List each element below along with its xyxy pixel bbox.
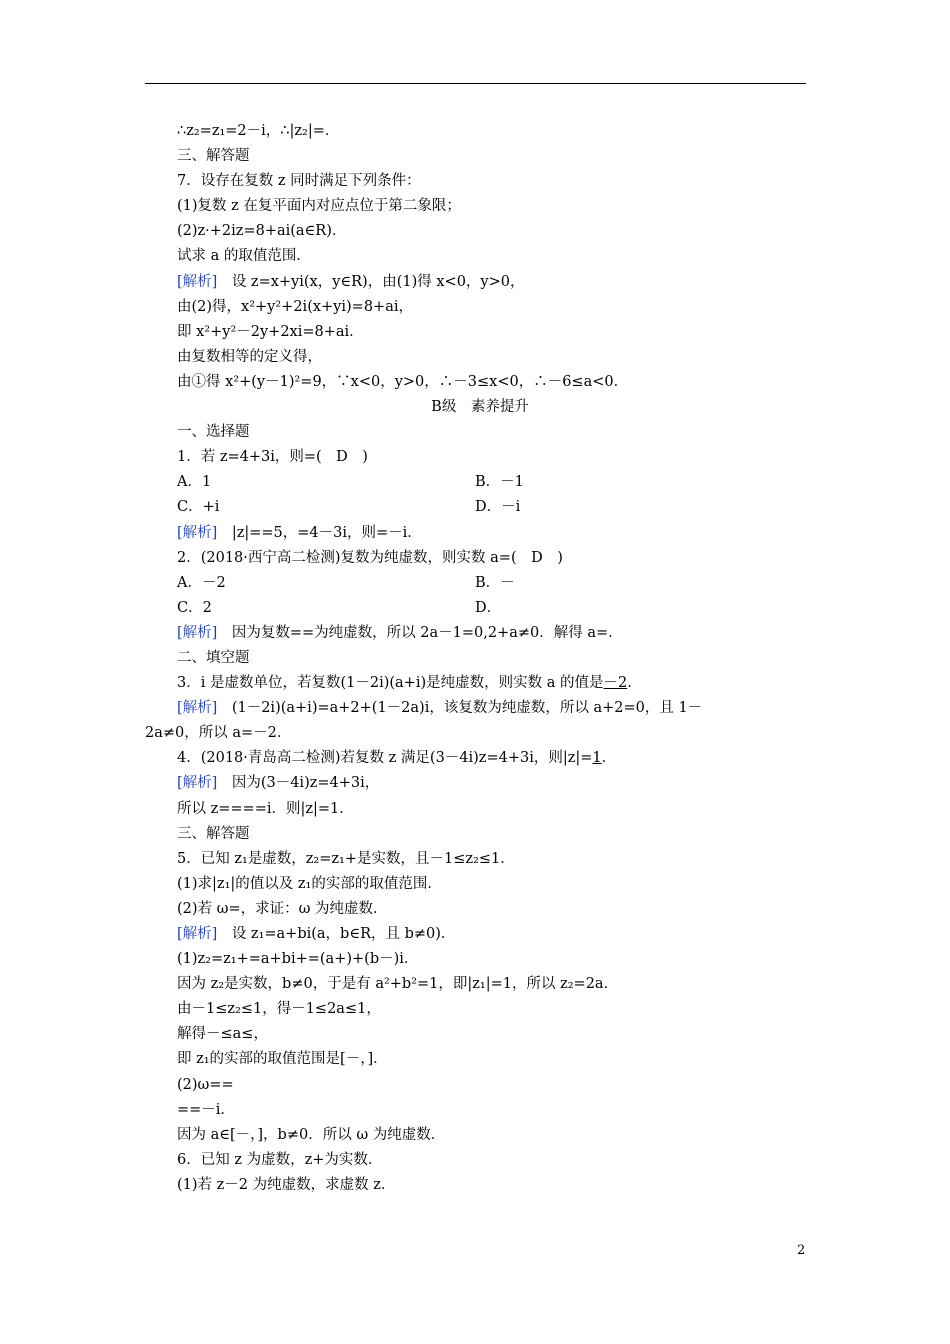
text-line [145,872,815,897]
text-line [145,746,815,771]
analysis-tag: [解析] [177,775,218,792]
line-text: 由复数相等的定义得， [177,348,322,365]
line-text: (2)若 ω=，求证：ω 为纯虚数． [177,900,388,917]
line-text: |z|==5，=4－3i，则=－i． [217,524,422,541]
text-line [145,194,815,219]
line-text: 设 z₁=a+bi(a，b∈R，且 b≠0)． [217,926,456,942]
text-line [145,144,815,169]
line-text: 由－1≤z₂≤1，得－1≤2a≤1， [177,1001,381,1018]
text-line [145,345,815,370]
text-line [145,571,815,596]
text-line [145,947,815,972]
analysis-tag: [解析] [177,926,218,942]
line-text: 因为(3－4i)z=4+3i， [217,775,380,792]
text-line [145,295,815,320]
text-line [145,219,815,244]
line-text: B级 素养提升 [431,399,529,416]
answer-blank: －2 [603,675,628,692]
header-rule [145,83,806,84]
line-text: 1．若 z=4+3i，则=( D ) [177,449,368,466]
line-text: 4．(2018·青岛高二检测)若复数 z 满足(3－4i)z=4+3i，则|z|= [177,750,593,767]
line-text: 设 z=x+yi(x，y∈R)，由(1)得 x<0，y>0， [217,273,525,290]
text-line [145,822,815,847]
text-line [145,596,815,621]
line-text: 因为复数==为纯虚数，所以 2a－1=0,2+a≠0．解得 a=． [217,624,623,641]
text-line [145,972,815,997]
line-text: 因为 z₂是实数，b≠0，于是有 a²+b²=1，即|z₁|=1，所以 z₂=2a． [177,976,619,993]
text-line [145,671,815,696]
line-text: (1－2i)(a+i)=a+2+(1－2a)i，该复数为纯虚数，所以 a+2=0，且 1－ [217,700,703,717]
line-text: 2．(2018·西宁高二检测)复数为纯虚数，则实数 a=( D ) [177,549,563,566]
option-right: B．－1 [475,474,524,491]
line-text: 3．i 是虚数单位，若复数(1－2i)(a+i)是纯虚数，则实数 a 的值是 [177,675,604,692]
text-line [145,244,815,269]
text-line [145,797,815,822]
line-text: 6．已知 z 为虚数，z+为实数． [177,1151,383,1168]
line-text-tail: ． [627,675,642,692]
text-line [145,721,815,746]
analysis-tag: [解析] [177,524,218,541]
line-text: (1)若 z－2 为纯虚数，求虚数 z． [177,1176,396,1193]
line-text: C．2 [177,599,212,616]
text-line [145,546,815,571]
text-line [145,470,815,495]
text-line [145,119,815,144]
text-line [145,1148,815,1173]
text-line [145,420,815,445]
text-line [145,1022,815,1047]
text-line [145,495,815,520]
option-right: D．－i [475,499,521,516]
line-text: A．1 [177,474,212,491]
text-line [145,270,815,295]
text-line [145,320,815,345]
text-line [145,1173,815,1198]
page-number: 2 [797,1243,806,1258]
line-text: (1)z₂=z₁+=a+bi+=(a+)+(b－)i． [177,951,419,968]
text-line [145,922,815,947]
line-text: A．－2 [177,574,226,591]
line-text-tail: ． [601,750,617,767]
line-text: 解得－≤a≤， [177,1026,268,1043]
line-text: 试求 a 的取值范围． [177,248,311,265]
text-line [145,847,815,872]
line-text: 一、选择题 [177,424,250,441]
text-line [145,395,815,420]
line-text: 由①得 x²+(y－1)²=9，∵x<0，y>0，∴－3≤x<0，∴－6≤a<0． [177,373,629,390]
line-text: 因为 a∈[－，]，b≠0．所以 ω 为纯虚数． [177,1126,446,1143]
analysis-tag: [解析] [177,700,218,717]
text-line [145,370,815,395]
line-text: 三、解答题 [177,825,250,842]
text-line [145,771,815,796]
line-text: (2)z·+2iz=8+ai(a∈R)． [177,223,347,240]
text-line [145,997,815,1022]
line-text: 即 z₁的实部的取值范围是[－，]． [177,1051,388,1068]
text-line [145,445,815,470]
line-text: 7．设存在复数 z 同时满足下列条件： [177,173,421,190]
text-line [145,1098,815,1123]
option-right: D． [475,599,502,616]
line-text: (1)复数 z 在复平面内对应点位于第二象限； [177,198,461,215]
line-text: ∴z₂=z₁=2－i，∴|z₂|=． [177,123,340,139]
line-text: 5．已知 z₁是虚数，z₂=z₁+是实数，且－1≤z₂≤1． [177,850,515,867]
line-text: 三、解答题 [177,148,250,165]
text-line [145,696,815,721]
line-text: 2a≠0，所以 a=－2． [145,725,292,742]
document-body [145,119,815,1198]
line-text: ==－i． [177,1101,235,1118]
text-line [145,646,815,671]
line-text: (1)求|z₁|的值以及 z₁的实部的取值范围． [177,875,442,892]
line-text: (2)ω== [177,1076,234,1093]
text-line [145,1123,815,1148]
line-text: 二、填空题 [177,649,250,666]
analysis-tag: [解析] [177,273,218,290]
text-line [145,521,815,546]
text-line [145,621,815,646]
line-text: C．+i [177,499,220,516]
analysis-tag: [解析] [177,624,218,641]
line-text: 所以 z====i．则|z|=1． [177,800,354,817]
text-line [145,169,815,194]
line-text: 即 x²+y²－2y+2xi=8+ai． [177,323,364,340]
answer-blank: 1 [592,750,602,767]
line-text: 由(2)得，x²+y²+2i(x+yi)=8+ai， [177,298,413,315]
text-line [145,1047,815,1072]
option-right: B．－ [475,574,515,591]
text-line [145,1073,815,1098]
text-line [145,897,815,922]
